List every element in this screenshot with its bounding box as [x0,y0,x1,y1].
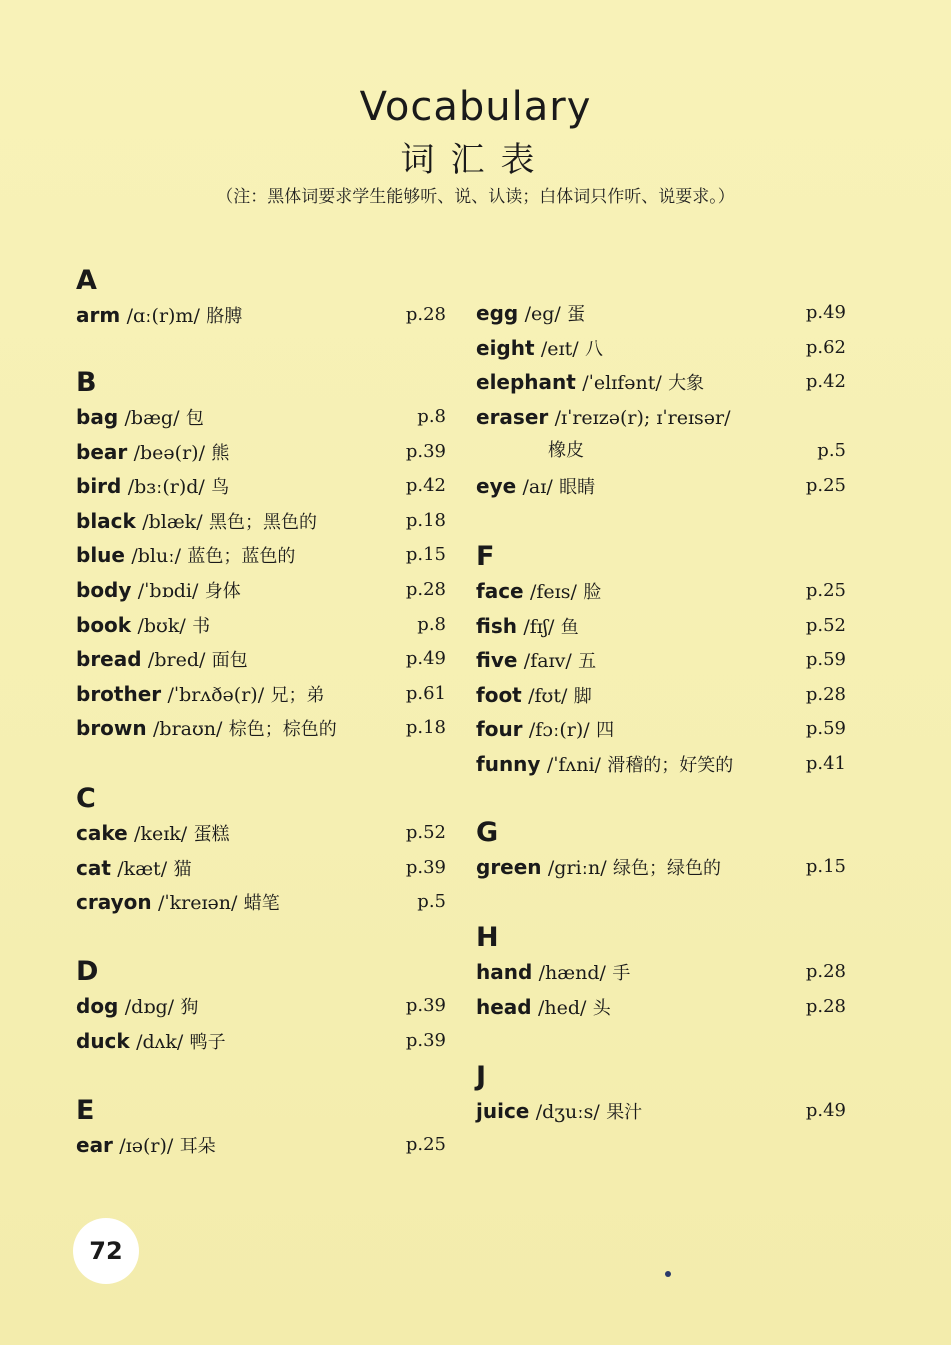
vocab-entry [476,365,846,400]
entry-page-ref: p.59 [805,718,846,740]
entry-word: arm [76,303,121,327]
entry-meaning: 黑色；黑色的 [208,511,317,533]
entry-meaning: 大象 [668,373,705,395]
entry-word: cat [76,855,111,880]
vocab-entry [76,435,446,470]
entry-page-ref: p.18 [405,509,446,531]
vocab-entry [476,643,846,678]
entry-phonetic: /bluː/ [131,545,182,568]
entry-word: face [476,579,524,603]
entry-word: bag [76,405,119,429]
entry-meaning: 绿色；绿色的 [613,858,722,879]
section-letter: D [76,956,99,987]
vocab-entry [476,747,846,782]
vocab-entry [476,609,846,644]
entry-meaning: 鸟 [211,477,230,499]
entry-page-ref: p.39 [405,1029,446,1051]
vocab-entry [76,538,446,573]
vocab-entry [76,573,446,608]
entry-phonetic: /feɪs/ [529,581,577,603]
entry-word: bear [76,439,128,464]
entry-meaning: 狗 [180,997,199,1018]
entry-page-ref: p.8 [417,406,446,427]
page-number-badge: 72 [73,1218,139,1284]
entry-word: elephant [476,370,576,395]
section-letter: A [76,265,97,296]
entry-meaning: 滑稽的；好笑的 [607,754,734,776]
vocab-entry [476,469,846,504]
entry-phonetic: /ˈbɒdi/ [137,579,199,602]
entry-page-ref: p.18 [405,717,446,739]
entry-phonetic: /hed/ [537,996,587,1019]
vocab-section [476,296,846,504]
entry-word: eye [476,473,517,498]
vocab-entry [76,642,446,677]
section-letter: F [476,541,495,572]
entry-phonetic: /fɔː(r)/ [528,719,590,742]
entry-word: dog [76,994,119,1018]
entry-phonetic: /dʌk/ [136,1030,184,1053]
entry-meaning: 耳朵 [179,1136,216,1157]
decorative-dot [665,1271,671,1277]
entry-page-ref: p.8 [417,613,446,635]
entry-phonetic: /bred/ [147,649,206,672]
entry-page-ref: p.59 [805,649,846,671]
entry-page-ref: p.39 [405,856,446,878]
entry-meaning: 棕色；棕色的 [228,719,337,741]
entry-page-ref: p.25 [805,474,846,496]
entry-page-ref: p.28 [405,578,446,600]
vocab-entry [76,711,446,746]
entry-word: bread [76,647,142,672]
entry-meaning: 胳膊 [206,306,243,327]
entry-meaning: 鸭子 [189,1031,226,1053]
entry-phonetic: /beə(r)/ [133,441,205,464]
entry-meaning: 身体 [204,580,241,602]
entry-meaning: 四 [596,720,615,742]
entry-word: duck [76,1028,130,1053]
entry-phonetic: /keɪk/ [134,823,188,845]
entry-phonetic: /ˈkreɪən/ [157,892,238,915]
entry-phonetic: /griːn/ [547,857,607,879]
entry-phonetic: /blæk/ [142,510,203,533]
entry-phonetic: /braʊn/ [153,718,223,741]
vocab-section [76,264,446,333]
entry-word: black [76,508,136,533]
entry-phonetic: /bɜː(r)d/ [127,476,205,499]
entry-phonetic: /ˈbrʌðə(r)/ [167,683,265,706]
entry-meaning: 八 [585,338,604,360]
entry-phonetic: /eɪt/ [540,337,579,360]
entry-phonetic: /faɪv/ [523,650,572,673]
vocab-entry [476,331,846,366]
vocab-entry [76,400,446,435]
entry-page-ref: p.25 [405,1134,446,1155]
section-letter: B [76,367,97,398]
section-letter: G [476,817,499,848]
vocab-entry [76,298,446,333]
entry-word: eight [476,335,535,360]
entry-phonetic: /ɑː(r)m/ [126,305,200,327]
vocab-entry [76,885,446,920]
entry-word: fish [476,613,517,638]
entry-phonetic: /ˈelɪfənt/ [582,372,662,395]
vocab-entry [76,816,446,851]
entry-meaning: 兄；弟 [270,684,325,706]
vocab-entry [76,1024,446,1059]
vocab-entry [476,1094,846,1129]
entry-meaning: 鱼 [560,616,579,638]
entry-page-ref: p.5 [417,891,446,913]
entry-word: egg [476,301,519,325]
entry-word: funny [476,751,541,776]
section-letter: C [76,783,96,814]
entry-word: green [476,855,542,879]
entry-page-ref: p.42 [805,371,846,393]
entry-word: body [76,577,132,602]
entry-page-ref: p.62 [805,336,846,358]
entry-word: bird [76,474,122,499]
entry-phonetic: /bʊk/ [137,614,186,637]
vocab-section [76,782,446,920]
entry-phonetic: /fɪʃ/ [523,615,555,638]
vocab-section [476,921,846,1024]
vocab-entry [76,608,446,643]
entry-meaning: 蛋糕 [193,824,230,845]
entry-meaning: 橡皮 [548,440,584,462]
entry-meaning: 蜡笔 [243,893,280,915]
entry-page-ref: p.49 [805,302,846,323]
entry-page-ref: p.52 [805,614,846,636]
entry-page-ref: p.42 [405,475,446,497]
entry-word: foot [476,682,522,707]
section-letter: J [476,1061,487,1092]
entry-phonetic: /dʒuːs/ [535,1101,600,1123]
entry-meaning: 面包 [211,650,248,672]
entry-page-ref: p.49 [405,648,446,670]
vocab-section [76,955,446,1058]
vocab-entry [76,1128,446,1163]
vocab-entry [476,678,846,713]
entry-page-ref: p.28 [805,683,846,705]
entry-meaning: 头 [592,997,611,1019]
entry-word: brother [76,681,162,706]
entry-page-ref: p.28 [805,961,846,982]
vocab-entry [476,712,846,747]
vocab-section [476,1060,846,1129]
entry-word: blue [76,543,125,568]
entry-page-ref: p.28 [405,304,446,325]
page-title: Vocabulary [359,84,592,130]
entry-word: ear [76,1133,113,1157]
vocab-entry [76,989,446,1024]
entry-word: cake [76,821,128,845]
entry-page-ref: p.28 [805,995,846,1017]
entry-word: head [476,994,532,1019]
entry-meaning: 五 [578,651,597,673]
entry-phonetic: /bæg/ [124,407,180,429]
vocab-section [76,1094,446,1163]
entry-word: eraser [476,404,549,429]
entry-phonetic: /eg/ [524,303,561,325]
entry-word: brown [76,716,147,741]
entry-meaning: 眼睛 [559,476,596,498]
entry-page-ref: p.25 [805,580,846,601]
entry-page-ref: p.15 [805,856,846,877]
entry-phonetic: /dɒg/ [124,996,175,1018]
vocab-entry [76,469,446,504]
page-subtitle: 词汇表 [400,140,551,180]
entry-phonetic: /fʊt/ [528,684,568,707]
entry-meaning: 脸 [583,582,602,603]
entry-page-ref: p.61 [405,682,446,704]
entry-phonetic: /aɪ/ [522,475,553,498]
entry-page-ref: p.52 [405,822,446,843]
page-note: （注：黑体词要求学生能够听、说、认读；白体词只作听、说要求。） [216,187,735,207]
entry-meaning: 书 [192,615,211,637]
entry-page-ref: p.5 [817,440,846,462]
entry-phonetic: /ˈfʌni/ [546,753,601,776]
entry-phonetic: /ɪˈreɪzə(r); ɪˈreɪsər/ [554,406,731,429]
entry-word: four [476,717,523,742]
entry-phonetic: /ɪə(r)/ [119,1135,174,1157]
entry-word: crayon [76,890,152,915]
section-letter: E [76,1095,95,1126]
entry-meaning: 蓝色；蓝色的 [187,546,296,568]
entry-meaning: 猫 [173,858,192,880]
vocab-entry [476,850,846,885]
vocab-entry [476,574,846,609]
entry-word: juice [476,1099,530,1123]
entry-phonetic: /hænd/ [538,962,606,984]
vocab-entry [476,990,846,1025]
entry-meaning: 脚 [573,685,592,707]
entry-page-ref: p.39 [405,995,446,1016]
vocab-section [476,816,846,885]
entry-word: five [476,648,518,673]
vocab-section [476,540,846,782]
entry-meaning: 蛋 [567,304,586,325]
entry-page-ref: p.41 [805,752,846,774]
entry-phonetic: /kæt/ [117,857,168,880]
section-letter: H [476,922,499,953]
entry-meaning: 熊 [211,442,230,464]
vocab-entry [76,851,446,886]
entry-page-ref: p.49 [805,1100,846,1121]
vocab-entry [476,400,846,469]
entry-meaning: 手 [612,963,631,984]
vocab-entry [76,677,446,712]
entry-word: hand [476,960,533,984]
vocab-section [76,366,446,746]
entry-page-ref: p.39 [405,440,446,462]
entry-meaning: 包 [185,408,204,429]
entry-word: book [76,612,132,637]
vocab-entry [476,955,846,990]
vocab-entry [476,296,846,331]
entry-page-ref: p.15 [405,544,446,566]
entry-meaning: 果汁 [606,1102,643,1123]
vocab-entry [76,504,446,539]
